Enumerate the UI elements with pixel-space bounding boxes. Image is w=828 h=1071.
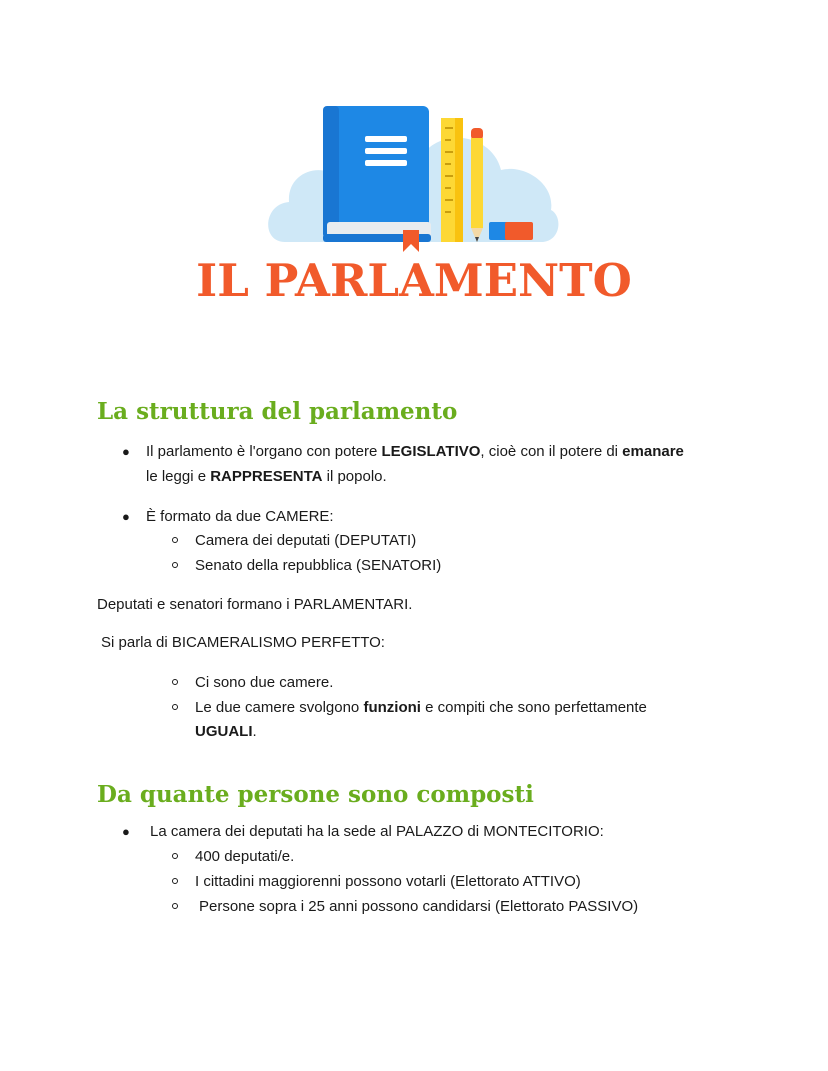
list-item-legislativo: Il parlamento è l'organo con potere LEGISLATIVO, cioè con il potere di emanare (146, 443, 684, 460)
sub-item-due-camere: Ci sono due camere. (195, 674, 334, 691)
section-heading-composizione: Da quante persone sono composti (97, 781, 534, 808)
sub-item-elettorato-attivo: I cittadini maggiorenni possono votarli (Elettorato ATTIVO) (195, 873, 581, 890)
sub-item-senato: Senato della repubblica (SENATORI) (195, 557, 442, 574)
section-heading-struttura: La struttura del parlamento (97, 398, 458, 425)
bullet-dot: ● (122, 509, 130, 524)
list-item-legislativo-cont: le leggi e RAPPRESENTA il popolo. (146, 468, 387, 485)
sub-item-funzioni-cont: UGUALI. (195, 723, 257, 740)
sub-item-camera: Camera dei deputati (DEPUTATI) (195, 532, 417, 549)
book-icon (323, 106, 431, 252)
sub-item-funzioni: Le due camere svolgono funzioni e compiti che sono perfettamente (195, 699, 647, 716)
paragraph-parlamentari: Deputati e senatori formano i PARLAMENTARI. (97, 596, 413, 613)
list-item-montecitorio: La camera dei deputati ha la sede al PALAZZO di MONTECITORIO: (150, 823, 604, 840)
pencil-icon (471, 128, 483, 242)
sub-item-elettorato-passivo: Persone sopra i 25 anni possono candidarsi (Elettorato PASSIVO) (199, 898, 639, 915)
sub-bullet-circle (172, 562, 178, 568)
bullet-dot: ● (122, 824, 130, 839)
page-title: IL PARLAMENTO (196, 254, 632, 307)
bullet-dot: ● (122, 444, 130, 459)
sub-bullet-circle (172, 903, 178, 909)
sub-bullet-circle (172, 679, 178, 685)
header-illustration (265, 84, 565, 254)
list-item-camere: È formato da due CAMERE: (146, 508, 334, 525)
ruler-icon (441, 118, 463, 242)
sub-bullet-circle (172, 853, 178, 859)
sub-bullet-circle (172, 704, 178, 710)
paragraph-bicameralismo: Si parla di BICAMERALISMO PERFETTO: (101, 634, 385, 651)
eraser-icon (489, 222, 533, 240)
sub-bullet-circle (172, 878, 178, 884)
sub-bullet-circle (172, 537, 178, 543)
sub-item-deputati: 400 deputati/e. (195, 848, 295, 865)
